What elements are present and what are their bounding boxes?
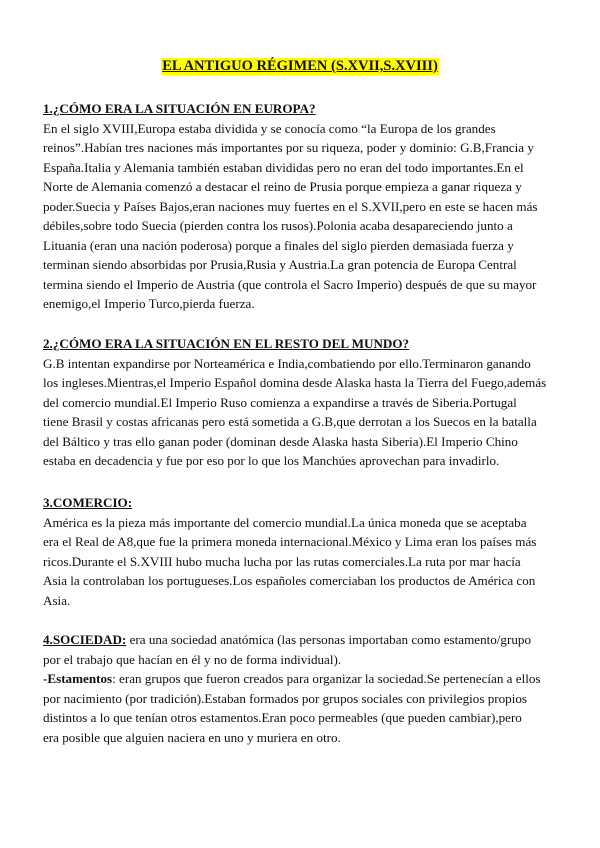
text-line: España.Italia y Alemania también estaban divididas pero no eran del todo importantes.En el <box>43 159 524 175</box>
text-line: termina siendo el Imperio de Austria (que controla el Sacro Imperio) después de que su mayor <box>43 276 537 292</box>
text-line: Lituania (eran una nación poderosa) porque a finales del siglo pierden demasiada fuerza y <box>43 237 514 253</box>
text-line: poder.Suecia y Países Bajos,eran naciones muy fuertes en el S.XVII,pero en este se hacen más <box>43 198 538 214</box>
text-line: enemigo,el Imperio Turco,pierda fuerza. <box>43 296 255 311</box>
section-paragraph <box>43 119 563 314</box>
section-paragraph <box>43 630 563 747</box>
text-line: En el siglo XVIII,Europa estaba dividida y se conocía como “la Europa de los grandes <box>43 120 496 136</box>
text-line: Asia. <box>43 592 71 608</box>
text-line: Asia la controlaban los portugueses.Los españoles comerciaban los productos de América con <box>43 573 536 588</box>
text-line: del comercio mundial.El Imperio Ruso comienza a expandirse a través de Siberia.Portugal <box>43 394 517 410</box>
text-line: débiles,sobre todo Suecia (pierden contra los rusos).Polonia acaba desapareciendo junto a <box>43 218 513 233</box>
text-line: tiene Brasil y costas africanas pero está sometida a G.B,que derrotan a los Suecos en la batalla <box>43 414 537 429</box>
section-europa <box>43 99 563 314</box>
bullet-label: -Estamentos <box>43 671 113 686</box>
text-line: América es la pieza más importante del comercio mundial.La única moneda que se aceptaba <box>43 514 527 530</box>
text-line: por nacimiento (por tradición).Estaban formados por grupos sociales con privilegios propios <box>43 690 527 706</box>
section-paragraph <box>43 354 563 471</box>
text-line: distintos a lo que tenían otros estamentos.Eran poco permeables (que pueden cambiar),pero <box>43 710 522 725</box>
text-line: estaba en decadencia y fue por eso por lo que los Manchúes aprovechan para invadirlo. <box>43 453 500 468</box>
text-line: era el Real de A8,que fue la primera moneda internacional.México y Lima eran los países más <box>43 534 537 549</box>
section-resto-del-mundo <box>43 334 563 471</box>
text-line: los ingleses.Mientras,el Imperio Español domina desde Alaska hasta la Tierra del Fuego,además <box>43 375 547 390</box>
text-line: G.B intentan expandirse por Norteamérica e India,combatiendo por ello.Terminaron ganando <box>43 355 531 371</box>
section-heading: 1.¿CÓMO ERA LA SITUACIÓN EN EUROPA? <box>43 101 316 116</box>
section-paragraph <box>43 513 563 611</box>
section-heading: 4.SOCIEDAD: <box>43 632 127 647</box>
text-line: ricos.Durante el S.XVIII hubo mucha lucha por las rutas comerciales.La ruta por mar hacía <box>43 553 521 569</box>
bullet-line <box>43 669 563 689</box>
section-heading: 2.¿CÓMO ERA LA SITUACIÓN EN EL RESTO DEL MUNDO? <box>43 336 410 351</box>
document-title: EL ANTIGUO RÉGIMEN (S.XVII,S.XVIII) <box>162 58 438 74</box>
text-line: por el trabajo que hacían en él y no de forma individual). <box>43 651 342 667</box>
section-heading: 3.COMERCIO: <box>43 495 133 510</box>
heading-continuation: era una sociedad anatómica (las personas importaban como estamento/grupo <box>126 632 531 647</box>
title-container <box>0 57 600 75</box>
text-line: Norte de Alemania comenzó a destacar el reino de Prusia porque empieza a ganar riqueza y <box>43 179 522 194</box>
section-sociedad <box>43 630 563 747</box>
text-line: terminan siendo absorbidas por Prusia,Rusia y Austria.La gran potencia de Europa Central <box>43 257 517 272</box>
text-line: era posible que alguien naciera en uno y muriera en otro. <box>43 729 341 745</box>
text-line: reinos”.Habían tres naciones más importantes por su riqueza, poder y dominio: G.B,Francia y <box>43 140 534 155</box>
bullet-text: : eran grupos que fueron creados para organizar la sociedad.Se pertenecían a ellos <box>112 671 541 686</box>
text-line <box>43 630 563 650</box>
section-comercio <box>43 493 563 610</box>
text-line: del Báltico y tras ello ganan poder (dominan desde Alaska hasta Siberia).El Imperio Chino <box>43 433 518 449</box>
